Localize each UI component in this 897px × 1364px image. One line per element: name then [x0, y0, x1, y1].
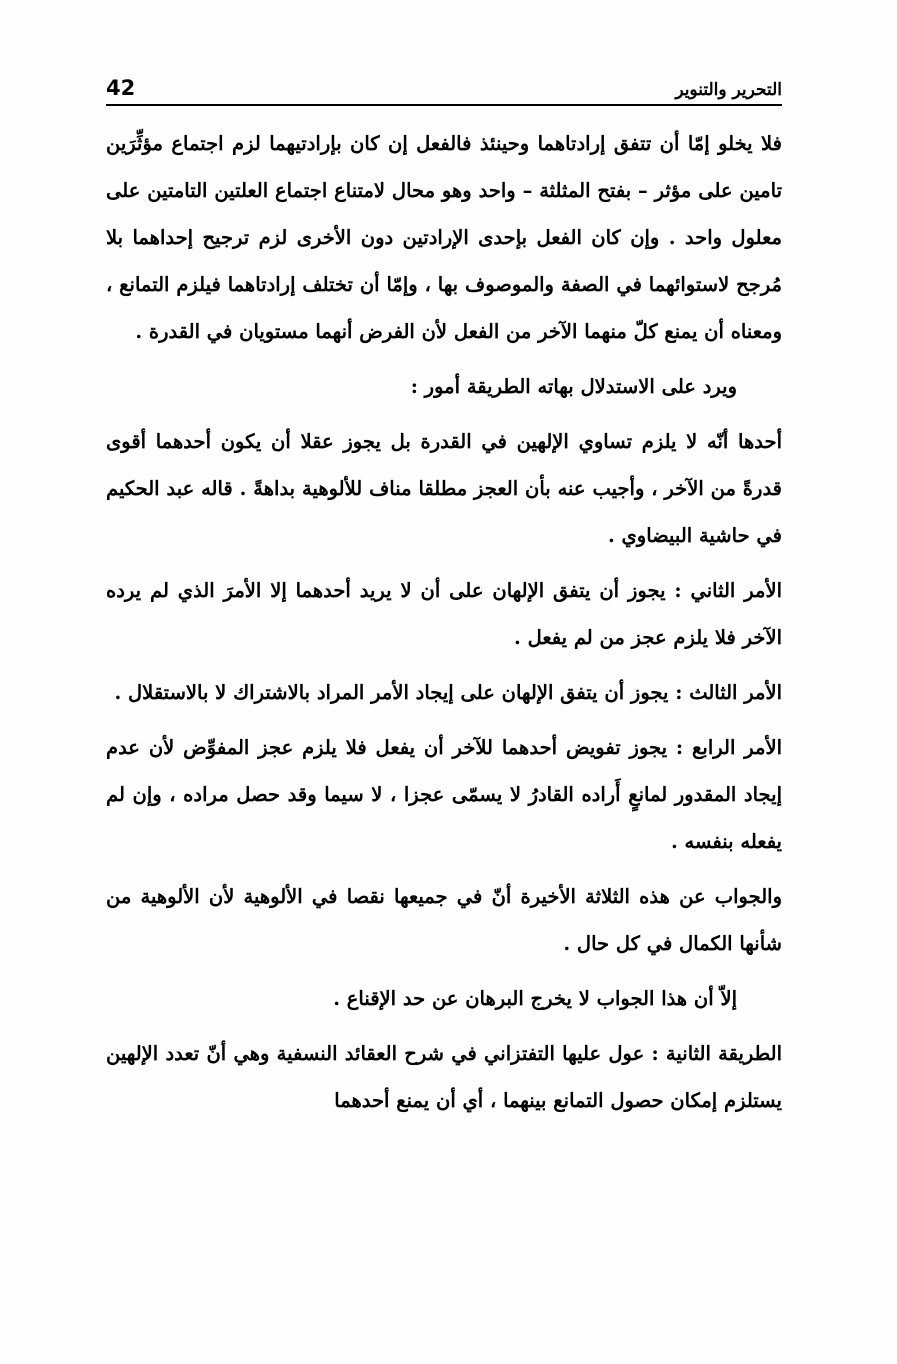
- header-rule: [106, 104, 782, 106]
- paragraph: فلا يخلو إمّا أن تتفق إرادتاهما وحينئذ فالفعل إن كان بإرادتيهما لزم اجتماع مؤثِّرَين تامين على مؤثر – بفتح المثلثة – واحد وهو محال لامتناع اجتماع العلتين التامتين على معلول واحد . وإن كان الفعل بإحدى الإرادتين دون الأخرى لزم ترجيح إحداهما بلا مُرجح لاستوائهما في الصفة والموصوف بها ، وإمّا أن تختلف إرادتاهما فيلزم التمانع ، ومعناه أن يمنع كلّ منهما الآخر من الفعل لأن الفرض أنهما مستويان في القدرة .: [106, 132, 782, 343]
- page-header: [106, 70, 782, 100]
- body-text: [106, 120, 782, 1124]
- paragraph: الأمر الثاني : يجوز أن يتفق الإلهان على أن لا يريد أحدهما إلا الأمرَ الذي لم يرده الآخر فلا يلزم عجز من لم يفعل .: [106, 579, 782, 649]
- paragraph: ويرد على الاستدلال بهاته الطريقة أمور :: [410, 375, 737, 398]
- page-number: 42: [106, 76, 136, 100]
- paragraph: الأمر الرابع : يجوز تفويض أحدهما للآخر أن يفعل فلا يلزم عجز المفوِّض لأن عدم إيجاد المقدور لمانعٍ أَراده القادرُ لا يسمّى عجزا ، لا سيما وقد حصل مراده ، وإن لم يفعله بنفسه .: [106, 736, 782, 853]
- running-title: التحرير والتنوير: [675, 80, 782, 100]
- paragraph: الأمر الثالث : يجوز أن يتفق الإلهان على إيجاد الأمر المراد بالاشتراك لا بالاستقلال .: [114, 681, 782, 704]
- paragraph: أحدها أنّه لا يلزم تساوي الإلهين في القدرة بل يجوز عقلا أن يكون أحدهما أقوى قدرةً من الآخر ، وأجيب عنه بأن العجز مطلقا مناف للألوهية بداهةً . قاله عبد الحكيم في حاشية البيضاوي .: [106, 430, 782, 547]
- paragraph: والجواب عن هذه الثلاثة الأخيرة أنّ في جميعها نقصا في الألوهية لأن الألوهية من شأنها الكمال في كل حال .: [106, 885, 782, 955]
- paragraph: إلاّ أن هذا الجواب لا يخرج البرهان عن حد الإقناع .: [333, 987, 737, 1010]
- paragraph: الطريقة الثانية : عول عليها التفتزاني في شرح العقائد النسفية وهي أنّ تعدد الإلهين يستلزم إمكان حصول التمانع بينهما ، أي أن يمنع أحدهما: [106, 1042, 782, 1112]
